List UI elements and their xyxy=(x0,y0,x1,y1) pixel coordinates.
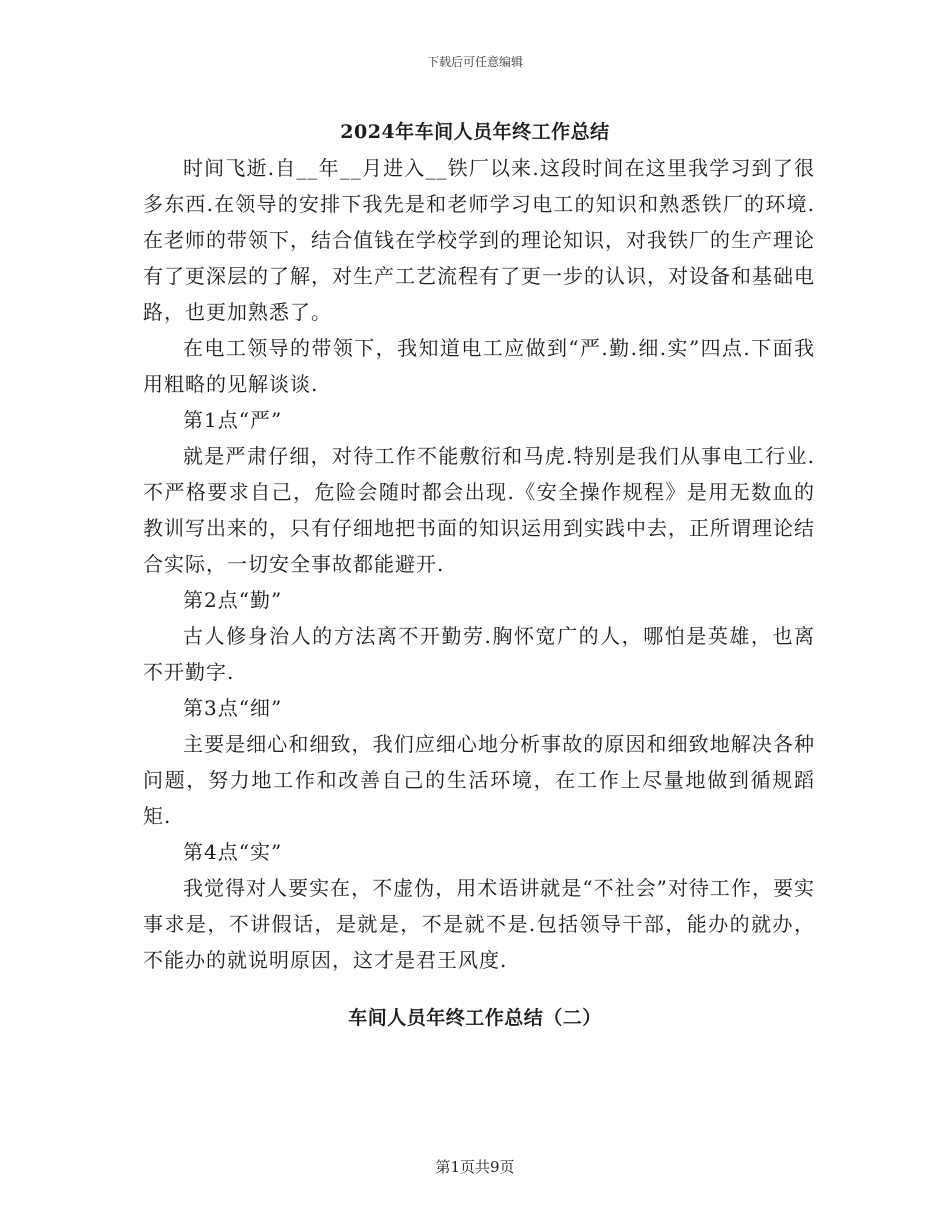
section-title: 车间人员年终工作总结（二） xyxy=(348,1007,602,1029)
point-body-1: 就是严肃仔细，对待工作不能敷衍和马虎.特别是我们从事电工行业.不严格要求自己，危险会随时都会出现.《安全操作规程》是用无数血的教训写出来的，只有仔细地把书面的知识运用到实践中去，正所谓理论结合实际，一切安全事故都能避开. xyxy=(143,444,815,576)
header-note: 下载后可任意编辑 xyxy=(426,55,523,69)
document-title: 2024年车间人员年终工作总结 xyxy=(340,121,610,143)
point-body-3: 主要是细心和细致，我们应细心地分析事故的原因和细致地解决各种问题，努力地工作和改善自己的生活环境，在工作上尽量地做到循规蹈矩. xyxy=(143,732,815,828)
point-body-4: 我觉得对人要实在，不虚伪，用术语讲就是“不社会”对待工作，要实事求是，不讲假话，是就是，不是就不是.包括领导干部，能办的就办，不能办的就说明原因，这才是君王风度. xyxy=(143,876,815,972)
point-heading-3: 第3点“细” xyxy=(183,696,283,720)
point-heading-1: 第1点“严” xyxy=(183,408,283,432)
point-heading-2: 第2点“勤” xyxy=(183,588,283,612)
paragraph-four-points: 在电工领导的带领下，我知道电工应做到“严.勤.细.实”四点.下面我用粗略的见解谈谈. xyxy=(143,336,815,396)
point-body-2: 古人修身治人的方法离不开勤劳.胸怀宽广的人，哪怕是英雄，也离不开勤字. xyxy=(143,624,815,684)
document-body xyxy=(143,150,815,978)
page-number: 第1页共9页 xyxy=(435,1158,515,1176)
paragraph-intro: 时间飞逝.自__年__月进入__铁厂以来.这段时间在这里我学习到了很多东西.在领导的安排下我先是和老师学习电工的知识和熟悉铁厂的环境.在老师的带领下，结合值钱在学校学到的理论知识，对我铁厂的生产理论有了更深层的了解，对生产工艺流程有了更一步的认识，对设备和基础电路，也更加熟悉了。 xyxy=(143,156,815,324)
point-heading-4: 第4点“实” xyxy=(183,840,283,864)
